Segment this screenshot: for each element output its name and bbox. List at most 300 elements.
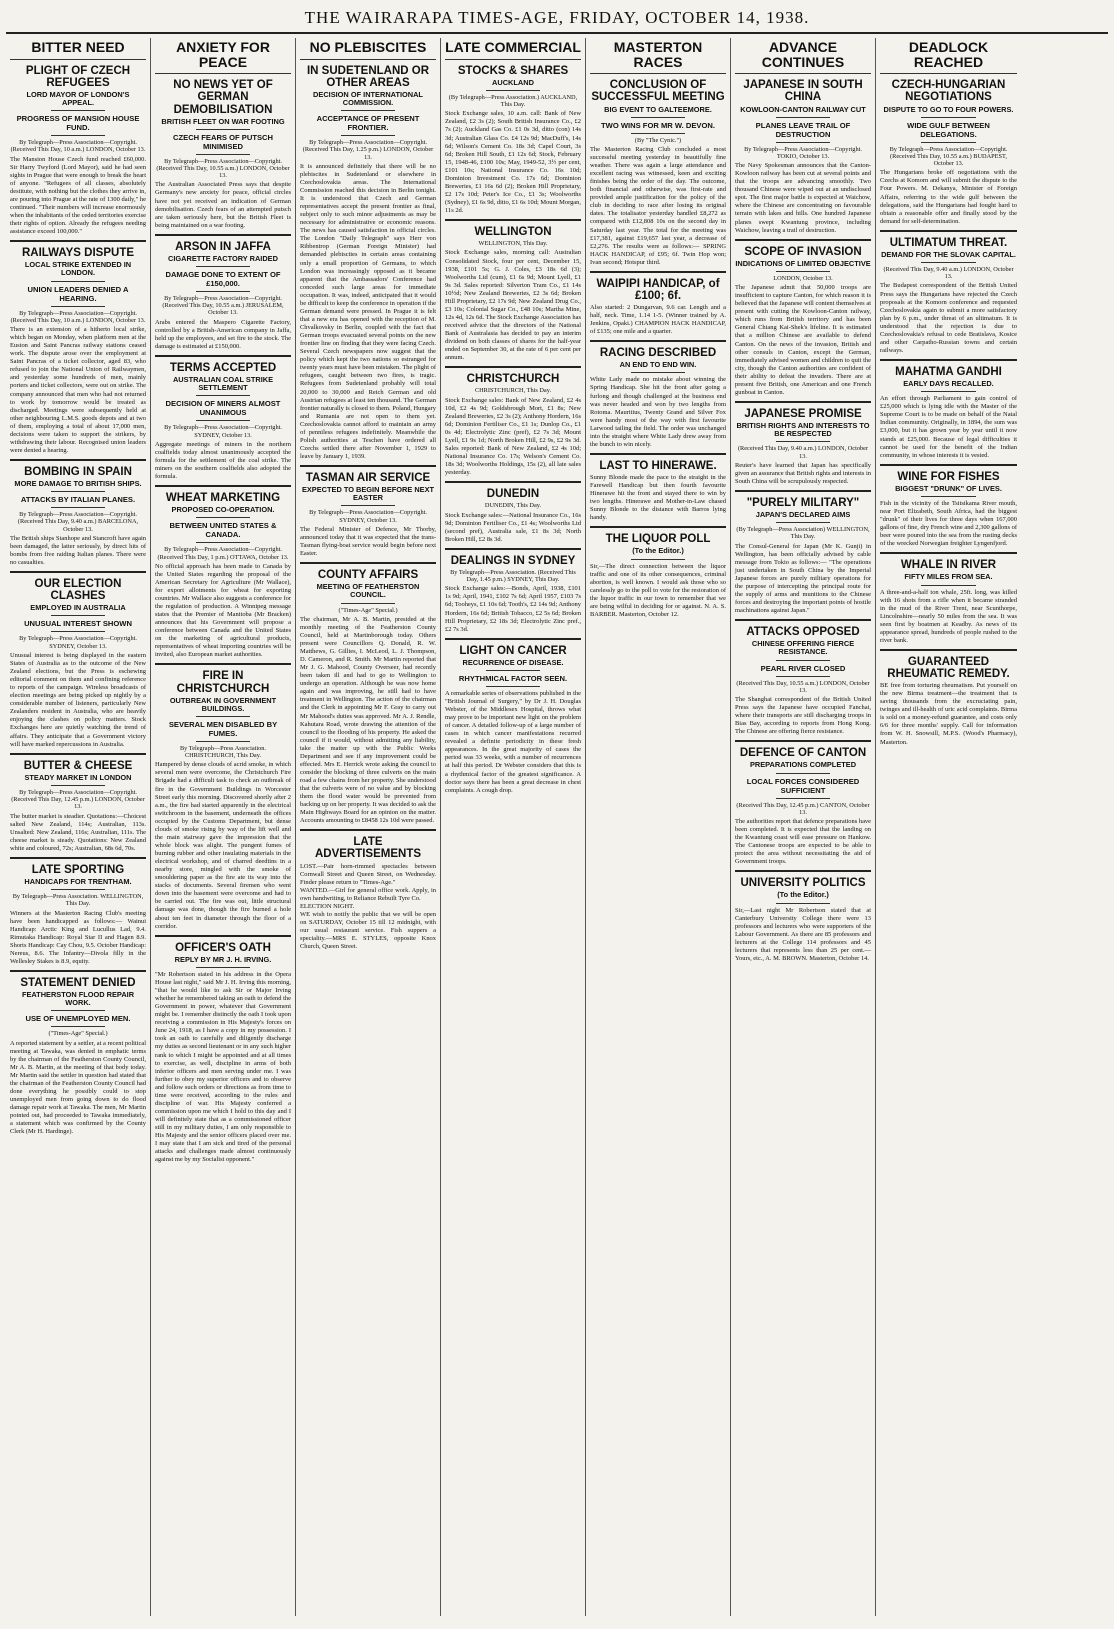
short-rule — [196, 741, 250, 742]
article — [10, 240, 146, 455]
article-headline: SCOPE OF INVASION — [744, 245, 862, 258]
article-divider — [880, 230, 1017, 232]
article — [300, 465, 436, 558]
newspaper-page — [6, 4, 1108, 1621]
article — [155, 355, 291, 481]
article-headline: LAST TO HINERAWE. — [599, 459, 717, 472]
article-divider — [155, 935, 291, 937]
article-dateline: By Telegraph—Press Association—Copyright. (Received This Day, 1.25 p.m.) LONDON, October 13. — [302, 139, 434, 161]
column-headline: NO PLEBISCITES — [300, 38, 436, 60]
article-dateline: By Telegraph—Press Association. CHRISTCHURCH, This Day. — [179, 744, 267, 760]
short-rule — [196, 395, 250, 396]
news-column — [876, 38, 1021, 1616]
article-subdeck: DECISION OF MINERS ALMOST UNANIMOUS — [165, 399, 281, 418]
article-dateline: By Telegraph—Press Association—Copyright. SYDNEY, October 13. — [309, 509, 427, 524]
article-deck: EARLY DAYS RECALLED. — [903, 379, 994, 389]
article-body: "Mr Robertson stated in his address in the Opera House last night," said Mr J. H. Irving this morning, "that he would like to ask Sir or Major Irving whether he remembered taking an oath to defend the Government in power, whatever that Government might be. I remember distinctly the oath I took upon receiving a commission in His Majesty's forces on June 24, 1918, as I have a copy in my possession. I took an oath to carefully and diligently discharge my duties as second lieutenant or in any such higher rank to which I might be appointed and at all times to exercise, as well, discipline in arms of both inferior officers and men serving under me. I was further to obey my superior officers and to observe and follow such orders or directions as from time to time were received, according to the rules and discipline of war. His Majesty conferred a commission upon me which I hold to this day and I will definitely state that as a commissioned officer still in my military duties, I am only responsible to His Majesty and the senior officers placed over me. I may state that I am sick and tired of the personal attacks and challenges made almost continuously against me by my Socialist opponent." — [155, 970, 291, 1164]
article-body: Also started: 2 Dungarvan, 9.6 car. Length and a half, neck. Time, 1.14 1-5. (Winner trained by A. Jenkins, Opaki.) CHAMPION HACK HANDICAP, of £135; one mile and a quarter. — [590, 303, 726, 336]
short-rule — [51, 281, 105, 282]
short-rule — [196, 154, 250, 155]
article-divider — [300, 465, 436, 467]
article-body: Stock Exchange sales:—Bonds, April, 1938, £101 1s 9d; April, 1941, £102 7s 6d; April 1957, £103 7s 6d; Tooheys, £1 10s 6d; Tooth's, £2 14s 9d; Anthony Hordern, 16s 6d; British Tobacco, £2 5s 6d; Broken Hill Proprietary, £2 18s 3d; Electrolytic Zinc pref., £2 7s 3d. — [445, 585, 581, 633]
article — [590, 453, 726, 522]
article-deck: PREPARATIONS COMPLETED — [749, 760, 857, 770]
article-dateline: By Telegraph—Press Association. (Received This Day, 1.45 p.m.) SYDNEY, This Day. — [450, 568, 576, 584]
article-headline: BOMBING IN SPAIN — [24, 466, 132, 478]
short-rule — [51, 1010, 105, 1011]
article-headline: RACING DESCRIBED — [599, 347, 717, 360]
article — [445, 638, 581, 795]
short-rule — [921, 585, 976, 586]
short-rule — [776, 142, 830, 143]
article-body: The authorities report that defence preparations have been completed. It is expected that the landing on the Kwantung coast will ease pressure on Hankow. The Cantonese troops are expected to be able to protect the area without necessitating the aid of Government troops. — [735, 818, 871, 866]
column-headline: BITTER NEED — [10, 38, 146, 60]
article-body: Stock Exchange sales, 10 a.m. call: Bank of New Zealand, £2 3s (2); South British Insurance Co., £2 7s (2); Auckland Gas Co. £1 0s 3d, ditto (con) 14s 3d; Australian Glass Co. £4 12s 9d; MacDuff's, 14s 6d; Wilson's Cement Co. 18s 3d; Capel Court, 3s 6d; Broken Hill South, £1 12s 6d; Stock, February 15, 1948-46, £100 10s; May, 1949-52, 3½ per cent, £101 10s; National Insurance Co. 16s 10d; Dominion Investment Co. 17s 6d; Dominion Breweries, £1 16s 6d (2); Broken Hill Proprietary, £2 17s 10d; Peter's Ice Co., £1 3s; Woolworths (Sydney), £1 6s 9d, ditto, £1 6s 10d; Mount Morgan, 11s 2d. — [445, 110, 581, 215]
article-deck: BIG EVENT TO GALTEEMORE. — [604, 104, 712, 114]
article-divider — [590, 526, 726, 528]
article-dateline: By Telegraph—Press Association—Copyright. (Received This Day, 10 a.m.) LONDON, October 13. — [10, 309, 146, 324]
article-dateline: (By Telegraph—Press Association.) AUCKLAND, This Day. — [448, 93, 578, 109]
article-headline: ATTACKS OPPOSED — [746, 626, 860, 639]
short-rule — [921, 391, 976, 392]
article-dateline: By Telegraph—Press Association—Copyright. (Received This Day, 10.55 a.m.) JERUSALEM, October 13. — [162, 294, 284, 317]
article-headline: WHALE IN RIVER — [900, 559, 997, 572]
short-rule — [776, 903, 830, 904]
article-divider — [10, 970, 146, 972]
short-rule — [51, 491, 105, 492]
article-deck: MORE DAMAGE TO BRITISH SHIPS. — [14, 479, 142, 489]
short-rule — [776, 441, 830, 442]
article-dateline: ("Times-Age" Special.) — [338, 606, 398, 614]
article-headline: RAILWAYS DISPUTE — [21, 247, 135, 260]
article-subdeck: LOCAL FORCES CONSIDERED SUFFICIENT — [746, 776, 860, 795]
article-dateline: (By "The Cynic.") — [634, 136, 682, 144]
article-deck: KOWLOON-CANTON RAILWAY CUT — [740, 104, 866, 114]
article — [10, 857, 146, 966]
article-divider — [155, 234, 291, 236]
article — [735, 401, 871, 486]
article-dateline: By Telegraph—Press Association—Copyright. (Received This Day, 12.45 p.m.) LONDON, October 13. — [11, 788, 145, 811]
article-divider — [735, 740, 871, 742]
short-rule — [196, 542, 250, 543]
short-rule — [776, 271, 830, 272]
article-divider — [590, 453, 726, 455]
article-deck: RECURRENCE OF DISEASE. — [462, 657, 564, 667]
article-body: The British ships Stanhope and Stancroft have again been damaged, the latter seriously, by direct hits of bombs from five raiding Italian planes. There were no casualties. — [10, 534, 146, 567]
article-body: The Navy Spokesman announces that the Canton-Kowloon railway has been cut at several points and that the troops are advancing smoothly. Two thousand Chinese were wiped out at an undisclosed spot. The first major battle is expected at Waichow, where the Chinese are concentrating on favourable terrain with lakes and hills. One hundred Japanese planes swept Kwantung province, including Waichow, leaving a trail of destruction. — [735, 162, 871, 234]
article-subdeck: TWO WINS FOR MR W. DEVON. — [601, 120, 715, 130]
article — [880, 464, 1017, 549]
article-headline: WELLINGTON — [474, 226, 552, 239]
masthead: THE WAIRARAPA TIMES-AGE, FRIDAY, OCTOBER 14, 1938. — [6, 4, 1108, 34]
column-headline: MASTERTON RACES — [590, 38, 726, 74]
article — [590, 526, 726, 619]
article — [155, 234, 291, 351]
article-body: The Budapest correspondent of the British United Press says the Hungarians have rejected the Czech proposals at the Komorn conference and requested Czechoslovakia again to submit a more satisfactory plan by 6 p.m., under threat of an ultimatum. It is understood that the rejection is due to Czechoslovakia's refusal to cede Bratislava, Kosice and other Carpatho-Russian towns and certain railways. — [880, 282, 1017, 354]
article-divider — [10, 857, 146, 859]
columns-container — [6, 38, 1108, 1616]
article-subdeck: PEARL RIVER CLOSED — [760, 663, 846, 673]
short-rule — [51, 110, 105, 111]
article-deck: AN END TO END WIN. — [619, 360, 697, 370]
article-deck: CHINESE OFFERING FIERCE RESISTANCE. — [751, 639, 855, 657]
article-headline: PLIGHT OF CZECH REFUGEES — [25, 64, 131, 89]
article — [445, 481, 581, 544]
article-body: Aggregate meetings of miners in the northern coalfields today almost unanimously accepted the formula for the settlement of the coal strike. The miners on the southern coalfields also adopted the formula. — [155, 440, 291, 480]
article-divider — [590, 271, 726, 273]
article-headline: MAHATMA GANDHI — [895, 366, 1002, 379]
article-dateline: LONDON, October 13. — [773, 274, 833, 282]
short-rule — [776, 660, 830, 661]
short-rule — [631, 117, 685, 118]
article-headline: CONCLUSION OF SUCCESSFUL MEETING — [591, 79, 725, 104]
article-divider — [880, 552, 1017, 554]
article-headline: LATE SPORTING — [31, 863, 125, 876]
article — [445, 366, 581, 477]
article-subdeck: SEVERAL MEN DISABLED BY FUMES. — [168, 719, 278, 738]
article — [880, 649, 1017, 747]
article-divider — [155, 663, 291, 665]
article-dateline: (Received This Day, 10.55 a.m.) LONDON, October 13. — [736, 679, 870, 694]
article-subdeck: BETWEEN UNITED STATES & CANADA. — [169, 521, 277, 540]
article-deck: BRITISH FLEET ON WAR FOOTING — [161, 116, 285, 126]
short-rule — [631, 133, 685, 134]
article-deck: BIGGEST "DRUNK" OF LIVES. — [895, 483, 1002, 493]
article-body: The Japanese admit that 50,000 troops are insufficient to capture Canton, for which reason it is believed that the Japanese will content themselves at present with cutting the Kowloon-Canton railway, which runs from British territory and has been General Chiang Kai-Shek's lifeline. It is estimated that a million Chinese are available to defend Canton. On the news of the invasion, British and other consuls in Canton, except the German, immediately advised women and children to quit the city, though the Canton authorities are confident of their ability to defeat the invaders. There are at present five British, one American and one French gunboat in Canton. — [735, 284, 871, 396]
article-headline: FIRE IN CHRISTCHURCH — [176, 670, 270, 695]
article — [735, 740, 871, 866]
article-deck: STEADY MARKET IN LONDON — [24, 772, 132, 782]
article-deck: EMPLOYED IN AUSTRALIA — [30, 603, 126, 613]
article-headline: STATEMENT DENIED — [20, 976, 136, 989]
article-headline: LATE ADVERTISEMENTS — [314, 836, 422, 861]
article-dateline: By Telegraph—Press Association—Copyright. TOKIO, October 13. — [744, 145, 862, 160]
article-deck: LOCAL STRIKE EXTENDED IN LONDON. — [24, 260, 132, 278]
article-headline: TERMS ACCEPTED — [169, 361, 277, 374]
article-body: Fish in the vicinity of the Tsitsikama River mouth, near Port Elizabeth, South Africa, had the biggest "drunk" of their lives for three days when 167,000 gallons of fine, dry French wine and 2,300 gallons of beer were poured into the sea from the rusting decks of the wrecked Norwegian freighter Lyngenfjord. — [880, 499, 1017, 548]
article-body: Winners at the Masterton Racing Club's meeting have been handicapped as follows:— Wainui Handicap: Arctic King and Lucullus Lad, 9.4. Rimutaka Handicap: Royal Star II and Hagen 8.9. Shorts Handicap: Cay Chou, 9.5. October Handicap: Nereus, 8.6. The Infantry—Divola filly in the Wellesley Stakes is 8.9, equity. — [10, 909, 146, 965]
short-rule — [776, 522, 830, 523]
article-body: The butter market is steadier. Quotations:—Choicest salted New Zealand, 114s; Australian, 113s. Unsalted: New Zealand, 116s; Australian, 111s. The cheese market is steady. Quotations: New Zealand white and coloured, 72s; Australian, 68s 6d, 70s. — [10, 812, 146, 852]
article-deck: (To the Editor.) — [632, 546, 684, 556]
article-body: The Shanghai correspondent of the British United Press says the Japanese have occupied Fanchai, where their transports are still discharging troops in Bias Bay, according to reports from Hong Kong. The Chinese are offering fierce resistance. — [735, 696, 871, 736]
article — [590, 271, 726, 336]
article-headline: ARSON IN JAFFA — [175, 240, 271, 253]
article-subdeck: DAMAGE DONE TO EXTENT OF £150,000. — [165, 269, 281, 288]
article-divider — [445, 366, 581, 368]
article-divider — [880, 359, 1017, 361]
article-headline: WAIPIPI HANDICAP, of £100; 6f. — [596, 277, 720, 302]
article — [880, 230, 1017, 355]
article-headline: WINE FOR FISHES — [897, 470, 1000, 483]
short-rule — [51, 631, 105, 632]
article-headline: BUTTER & CHEESE — [23, 759, 133, 772]
article-divider — [735, 239, 871, 241]
article-divider — [445, 219, 581, 221]
article — [155, 935, 291, 1165]
article — [735, 79, 871, 234]
short-rule — [776, 798, 830, 799]
short-rule — [196, 291, 250, 292]
article-deck: OUTBREAK IN GOVERNMENT BUILDINGS. — [169, 695, 277, 713]
article-headline: OUR ELECTION CLASHES — [34, 578, 122, 603]
article-deck: CIGARETTE FACTORY RAIDED — [168, 253, 278, 263]
article-subdeck: ACCEPTANCE OF PRESENT FRONTIER. — [316, 114, 420, 133]
article-dateline: ("Times-Age" Special.) — [48, 1030, 108, 1038]
article-dateline: By Telegraph—Press Association—Copyright. (Received This Day, 10 a.m.) LONDON, October 13. — [10, 139, 146, 154]
article — [590, 340, 726, 449]
article — [735, 239, 871, 397]
news-column — [586, 38, 731, 1616]
short-rule — [51, 615, 105, 616]
article — [590, 79, 726, 266]
article-body: The Mansion House Czech fund reached £60,000. Sir Harry Twyford (Lord Mayor), said he had seen sights in Prague that were enough to break the heart of anyone. "Refugees of all classes, absolutely destitute, with nothing but the clothes they arrive in, are pouring into Prague at the rate of 1300 daily," he continued. "Their numbers will increase enormously when the inhabitants of the ceded territories exercise their rights of option. Already the refugees needing assistance exceed 100,000." — [10, 155, 146, 236]
article — [155, 79, 291, 229]
article-dateline: WELLINGTON, This Day. — [478, 240, 548, 248]
article-body: White Lady made no mistake about winning the Spring Handicap. She hit the front after going a furlong and though challenged at the business end was never headed and won by two lengths from Rotoma. Mauritius, Twenty Grand and Silver Fox were handy most of the way with first favourite Larwood tailing the field. The order was unchanged into the straight where White Lady drew away from the bunch to win nicely. — [590, 376, 726, 448]
article-deck: JAPAN'S DECLARED AIMS — [755, 510, 851, 520]
article-divider — [590, 340, 726, 342]
news-column — [441, 38, 586, 1616]
article-subdeck: USE OF UNEMPLOYED MEN. — [25, 1014, 131, 1024]
article-body: A reported statement by a settler, at a recent political meeting at Tawaka, was denied in emphatic terms by the chairman of the Featherston County Council, Mr A. B. Martin, at the meeting of that body today. Mr Martin said the settler in question had stated that the chairman of the Featherston County Council had done everything he possibly could to stop unemployed men from going down to do flood damage repair work at Tawaka. The men, Mr Martin pointed out, had proceeded to Tawaka immediately, a statement which was confirmed by the County Clerk (Mr H. Hardinge). — [10, 1039, 146, 1136]
article-subdeck: PROGRESS OF MANSION HOUSE FUND. — [16, 114, 140, 133]
article-body: Unusual interest is being displayed in the eastern States of Australia as to the outcome of the New Zealand elections, but the Press is eschewing editorial comment on them and confining reference to reports of the campaign. Wireless broadcasts of election meetings are being picked up nightly by a considerable number of listeners, particularly New Zealanders resident in Australia, who are heavily enjoying the clashes on policy matters. Stock Exchanges here are quietly watching the trend of affairs. They anticipate that a Government victory will have marked repercussions in Australia. — [10, 651, 146, 748]
article-body: The Masterton Racing Club concluded a most successful meeting yesterday in beautifully fine weather. There was again a large attendance and excellent racing was witnessed, keen and exciting finishes being the order of the day. The outcome, both financial and otherwise, was first-rate and provided ample justification for the policy of the club in deciding to race after losing its original dates. The totalisator yesterday handled £8,272 as compared with £12,808 10s on the second day in Saturday last year. The total for the meeting was £17,381, against £19,657 last year, a decrease of £2,276. The results were as follows:— SPRING HACK HANDICAP, of £95; 6f. Twin Hop won; Ivan second; Hotspur third. — [590, 145, 726, 266]
article-headline: ULTIMATUM THREAT. — [889, 236, 1008, 249]
column-headline: ANXIETY FOR PEACE — [155, 38, 291, 74]
article — [880, 79, 1017, 225]
article-deck: FEATHERSTON FLOOD REPAIR WORK. — [21, 990, 135, 1008]
article-body: Hampered by dense clouds of acrid smoke, in which several men were overcome, the Christchurch Fire Brigade had a difficult task to check an outbreak of fire in the Government Buildings in Worcester Street early this morning. Discovered shortly after 2 a.m., the fire had started apparently in the electrical switchroom in the basement, underneath the offices occupied by the Customs Department, but dense clouds of smoke rising by way of the lift well and the main stairway gave the impression that the whole block was alight. The pungent fumes of burning rubber and other insulating materials in the electrical workshop, and of charred deedtins in a nearby store, mingled with the smoke of smouldering paper as the fire ate its way into the stacks of documents. Several firemen who went down into the basement were overcome and had to be carried out. The fire was out, little structural damage was done, though the fire burned a hole about ten feet in diameter through the floor of a corridor. — [155, 761, 291, 930]
article-headline: CZECH-HUNGARIAN NEGOTIATIONS — [891, 79, 1006, 104]
article-divider — [10, 240, 146, 242]
article-deck: HANDICAPS FOR TRENTHAM. — [24, 876, 132, 886]
short-rule — [921, 496, 976, 497]
article-headline: THE LIQUOR POLL — [605, 533, 711, 546]
article-subdeck: PLANES LEAVE TRAIL OF DESTRUCTION — [755, 120, 851, 139]
short-rule — [631, 372, 685, 373]
article-body: There is an extension of a hitherto local strike, which began on Monday, when platform men at the Euston and Saint Pancras railway stations ceased work. The dispute arose over the employment at Saint Pancras of a ticket collector, aged 83, who refused to join the National Union of Railwaymen, and yesterday some hundreds of men, mainly porters and ticket collectors, were out on strike. The company announced that men who had not returned to work by tomorrow would be treated as discharged. Meetings were subsequently held at other neighbouring L.M.S. goods depots and at two of them, employing a total of about 17,000 men, decisions were taken to support the strikers, by withdrawing their labour. Recognised union leaders were denied a hearing. — [10, 326, 146, 454]
article — [445, 548, 581, 634]
article — [300, 829, 436, 951]
article-headline: JAPANESE IN SOUTH CHINA — [743, 79, 863, 104]
short-rule — [196, 716, 250, 717]
article-body: Sir,—Last night Mr Robertson stated that at Canterbury University College there were 13 professors and lecturers who were supporters of the Labour Government. As there are 85 professors and lecturers at the College 114 professors and 45 lecturers that represents less than 25 per cent.—Yours, etc., A. M. BROWN. Masterton, October 14. — [735, 906, 871, 962]
article-headline: GUARANTEED RHEUMATIC REMEDY. — [887, 655, 1010, 680]
article-headline: UNIVERSITY POLITICS — [740, 877, 866, 890]
article-body: Stock Exchange sales:—National Insurance Co., 16s 9d; Dominion Fertiliser Co., £1 4s; Woolworths Ltd (second pref), Australia sale, £1 8s 3d; North Broken Hill, £2 8s 3d. — [445, 511, 581, 543]
article — [300, 562, 436, 825]
article-divider — [155, 355, 291, 357]
article-dateline: By Telegraph—Press Association—Copyright. (Received This Day, 10.55 a.m.) BUDAPEST, October 13. — [889, 145, 1008, 168]
column-headline: ADVANCE CONTINUES — [735, 38, 871, 74]
short-rule — [341, 110, 395, 111]
short-rule — [341, 135, 395, 136]
article-divider — [300, 829, 436, 831]
short-rule — [196, 967, 250, 968]
article-body: BE free from torturing rheumatism. Put yourself on the new Birma treatment—the treatment that is saving thousands from the excruciating pain, twinges and ill-health of uric acid complaints. Birma is sold on a money-refund guarantee, and costs only 6/6 for three months' supply. Call for information from W. H. Snowsill, M.P.S. (Wood's Pharmacy), Masterton. — [880, 682, 1017, 746]
article-body: The Australian Associated Press says that despite Germany's new anxiety for peace, official circles have not yet received an indication of German demobilisation. Czech fears of an attempted putsch are taken seriously here, but the British Fleet is being maintained on a war footing. — [155, 181, 291, 229]
article-body: A three-and-a-half ton whale, 25ft. long, was killed with 16 shots from a rifle when it became stranded in the mud of the River Trent, near Scunthorpe, Lincolnshire—nearly 50 miles from the sea. It was seen first by boatmen at Keadby. As news of its appearance spread, hundreds of people rushed to the river bank. — [880, 588, 1017, 644]
article-headline: "PURELY MILITARY" — [746, 496, 860, 509]
article-headline: DEALINGS IN SYDNEY — [450, 554, 576, 567]
article-deck: MEETING OF FEATHERSTON COUNCIL. — [316, 582, 420, 600]
article — [735, 619, 871, 736]
article-body: The Hungarians broke off negotiations with the Czechs at Komorn and will submit the dispute to the Four Powers. M. Dekanya, Minister of Foreign Affairs, referring to the wide gulf between the delegations, said the Hungarians had fought hard to obtain a reasonable offer and finally stood by the demand for self-determination. — [880, 169, 1017, 225]
short-rule — [486, 90, 540, 91]
article-subdeck: RHYTHMICAL FACTOR SEEN. — [458, 673, 568, 683]
article-dateline: By Telegraph—Press Association—Copyright. SYDNEY, October 13. — [19, 635, 137, 650]
news-column — [151, 38, 296, 1616]
article-deck: DISPUTE TO GO TO FOUR POWERS. — [883, 104, 1014, 114]
short-rule — [921, 262, 976, 263]
short-rule — [196, 420, 250, 421]
article-divider — [445, 548, 581, 550]
article-divider — [10, 459, 146, 461]
news-column — [6, 38, 151, 1616]
article-dateline: CHRISTCHURCH, This Day. — [474, 387, 552, 395]
article-headline: NO NEWS YET OF GERMAN DEMOBILISATION — [173, 79, 273, 116]
article-headline: WHEAT MARKETING — [165, 492, 281, 505]
article-body: Arabs entered the Maspero Cigarette Factory, controlled by a British-American company in Jaffa, held up the employees, and set fire to the stock. The damage is estimated at £150,000. — [155, 318, 291, 350]
article-headline: CHRISTCHURCH — [466, 373, 560, 386]
article — [10, 65, 146, 237]
short-rule — [51, 507, 105, 508]
article-divider — [10, 753, 146, 755]
article-divider — [300, 562, 436, 564]
article-deck: AUSTRALIAN COAL STRIKE SETTLEMENT — [172, 375, 274, 393]
article-subdeck: WIDE GULF BETWEEN DELEGATIONS. — [907, 120, 990, 139]
short-rule — [51, 785, 105, 786]
article-divider — [445, 638, 581, 640]
article-headline: OFFICER'S OATH — [175, 941, 271, 954]
short-rule — [196, 266, 250, 267]
article — [445, 219, 581, 362]
article — [300, 65, 436, 461]
article-headline: IN SUDETENLAND OR OTHER AREAS — [306, 64, 430, 89]
article-body: It is announced definitely that there will be no plebiscites in Sudetenland or elsewhere in Czechoslovakia areas. The International Commission reached this decision in Berlin tonight. It is understood that Czech and German representatives accept the present frontier as final, subject only to such minor adjustments as may be necessary for administrative or economic reasons. The news has caused satisfaction in official circles. The London "Daily Telegraph" says Herr von Ribbentrop (German Foreign Minister) had demanded plebiscites in certain areas containing only a small proportion of Germans, to which London was increasingly opposed as it became apparent that the Ambassadors' Conference had conceded such large areas for immediate occupation. It was, indeed, anticipated that it would be difficult to keep the conference in operation if the German demand were pressed. In Prague it is felt that a new era has opened with the reception of M. Chvalkovsky in Berlin, coupled with the fact that German troops evacuated several points on the new frontier line on finding that they were facing Czech. Several Czech newspapers now suggest that the policy which kept the two nations so estranged for twenty years must have been mistaken. The plight of refugees, caught between two fires, is tragic. Refugees from Sudetenland probably will total 20,000 to 30,000 and Reich German and old Austrian refugees at least ten thousand. The German frontier naturally is closed to them. Poland, Hungary and Rumania are not open to them yet. Czechoslovakia cannot afford to maintain an army of penniless refugees indefinitely. Meanwhile the Polish authorities at Teschen have ordered all Czechs settled there after November 1, 1929 to leave by January 1, 1939. — [300, 162, 436, 461]
article — [735, 870, 871, 963]
article-body: The chairman, Mr A. B. Martin, presided at the monthly meeting of the Featherston County Council, held at Martinborough today. Others present were Councillors Q. Donald, R. W. Matthews, G. Gillies, I. McLeod, L. J. Thompson, D. Cameron, and R. Smith. Mr Martin reported that Mr J. G. Mahood, County Overseer, had recently been taken ill and had to go to Wellington to undergo an operation. Although he was now home again and was improving, he still had to have treatment in Wellington. The action of the chairman and the Clerk in appointing Mr F. Gray to carry out Mr Mahood's duties was approved. Mr A. J. Rendle, Kahutara Road, wrote drawing the attention of the council to the flooding of his property. He asked the council if it would, without admitting any liability, take the matter up with the Public Works Department and see if any improvement could be effected. Mrs E. Herrick wrote asking the council to consider the blocking of three culverts on the main road a few chains from her property. She understood that the culverts were of no value and by blocking them the flood water would be prevented from backing up on her property. It was decided to ask the Main Highways Board for an opinion on the matter. Accounts amounting to £8458 12s 10d were passed. — [300, 615, 436, 825]
article-divider — [735, 490, 871, 492]
article-subdeck: UNUSUAL INTEREST SHOWN — [24, 619, 132, 629]
article-deck: DEMAND FOR THE SLOVAK CAPITAL. — [881, 249, 1016, 259]
short-rule — [921, 142, 976, 143]
short-rule — [776, 773, 830, 774]
short-rule — [51, 306, 105, 307]
article-body: A remarkable series of observations published in the "British Journal of Surgery," by Dr J. H. Douglas Webster, of the Middlesex Hospital, throws what may prove to be important new light on the problem of cancer. A detailed follow-up of a large number of cases in which cancer manifestations recurred revealed a definite periodicity in these fresh appearances. In the great majority of cases the period was 33 weeks, with a number of recurrences at half this period. Dr Webster considers that this is a rhythmical factor of the greatest significance. A doctor says there has been a great decrease in chest complaints. A cough drop. — [445, 689, 581, 794]
article-body: The Federal Minister of Defence, Mr Thorby, announced today that it was expected that the trans-Tasman flying-boat service would begin before next Easter. — [300, 525, 436, 558]
short-rule — [921, 117, 976, 118]
short-rule — [51, 889, 105, 890]
article-headline: JAPANESE PROMISE — [744, 407, 862, 420]
article-headline: DUNEDIN — [486, 488, 540, 501]
article-dateline: By Telegraph—Press Association—Copyright. (Received This Day, 10.55 a.m.) LONDON, October 13. — [156, 157, 290, 180]
article-dateline: (Received This Day, 12.45 p.m.) CANTON, October 13. — [736, 801, 870, 816]
news-column — [731, 38, 876, 1616]
article-deck: FIFTY MILES FROM SEA. — [904, 572, 993, 582]
article-divider — [445, 481, 581, 483]
article-subdeck: CZECH FEARS OF PUTSCH MINIMISED — [173, 132, 273, 151]
article-deck: PROPOSED CO-OPERATION. — [171, 505, 275, 515]
article-body: LOST.—Pair horn-rimmed spectacles between Cornwall Street and Queen Street, on Wednesday. Finder please return to "Times-Age." WANTED.—Girl for general office work. Apply, in own handwriting, to Reliance Rebuilt Tyre Co. ELECTION NIGHT. WE wish to notify the public that we will be open on SATURDAY, October 15 till 12 midnight, with our usual restaurant service. Fish suppers a speciality.—MRS E. STYLES, opposite Knox Church, Queen Street. — [300, 862, 436, 951]
article-body: The Consul-General for Japan (Mr K. Gunji) in Wellington, has been officially advised by cable message from Tokio as follows:— "The operations just undertaken in South China by the Imperial Japanese forces are purely military operations for the purpose of intercepting the principal route for the supply of arms and munitions to the Chinese forces and destroying the important points of hostile machinations against Japan." — [735, 542, 871, 615]
article — [880, 359, 1017, 460]
article-headline: TASMAN AIR SERVICE — [305, 472, 431, 485]
article-dateline: By Telegraph—Press Association—Copyright. (Received This Day, 9.40 a.m.) BARCELONA, October 13. — [17, 511, 139, 533]
article-divider — [10, 571, 146, 573]
news-column — [296, 38, 441, 1616]
column-headline: LATE COMMERCIAL — [445, 38, 581, 60]
article-divider — [155, 485, 291, 487]
article — [10, 459, 146, 567]
article-body: An effort through Parliament to gain control of £25,000 which is lying idle with the Master of the Supreme Court is to be made on behalf of the Natal Indian community. Originally, in 1894, the sum was £3,000, but it has grown year by year until it now stands at £25,000. Because of legal difficulties it cannot be used for the benefit of the Indian community, in whose interests it is vested. — [880, 395, 1017, 459]
article-divider — [880, 464, 1017, 466]
short-rule — [486, 670, 540, 671]
article-dateline: By Telegraph—Press Association. WELLINGTON, This Day. — [12, 893, 144, 908]
article — [445, 65, 581, 215]
article-deck: REPLY BY MR J. H. IRVING. — [174, 954, 272, 964]
article-divider — [735, 619, 871, 621]
article — [155, 663, 291, 930]
article-deck: EXPECTED TO BEGIN BEFORE NEXT EASTER — [301, 485, 435, 503]
short-rule — [51, 1026, 105, 1027]
article-dateline: (Received This Day, 9.40 a.m.) LONDON, October 13. — [737, 445, 869, 460]
article — [10, 753, 146, 853]
article-deck: AUCKLAND — [492, 77, 534, 87]
article — [10, 970, 146, 1136]
article-divider — [880, 649, 1017, 651]
column-headline: DEADLOCK REACHED — [880, 38, 1017, 74]
article — [735, 490, 871, 615]
article-body: Reuter's have learned that Japan has specifically given an assurance that British rights and interests in South China will be scrupulously respected. — [735, 461, 871, 485]
article-dateline: DUNEDIN, This Day. — [484, 502, 542, 510]
article-deck: (To the Editor.) — [777, 890, 829, 900]
article-headline: DEFENCE OF CANTON — [739, 747, 867, 760]
short-rule — [776, 676, 830, 677]
short-rule — [196, 129, 250, 130]
article-deck: LORD MAYOR OF LONDON'S APPEAL. — [26, 89, 130, 107]
article — [880, 552, 1017, 645]
article — [155, 485, 291, 659]
article — [10, 571, 146, 748]
article-body: Sunny Blonde made the pace to the straight in the Farewell Handicap but then fourth favourite Hinerawe hit the front and stayed there to win by two lengths. Hinerawe and Mother-in-Law chased Sunny Blonde to the distance with Barros lying handy. — [590, 474, 726, 522]
short-rule — [341, 603, 395, 604]
article-headline: LIGHT ON CANCER — [459, 644, 567, 657]
short-rule — [631, 559, 685, 560]
short-rule — [196, 517, 250, 518]
article-body: Stock Exchange sales: Bank of New Zealand, £2 4s 10d, £2 4s 9d; Goldsbrough Mort, £1 8s; New Zealand Breweries, £2 3s (2); Anthony Hordern, 16s 6d; Dominion Fertiliser Co., £1 1s; Dunlop Co., £1 0s 4d; Electrolytic Zinc (pref), £2 7s 3d; Mount Lyell, £1 9s 1d; North Broken Hill, £2 9s, £2 9s 3d. Sales reported: Bank of New Zealand, £2 4s 10d; National Insurance Co. 17s; Welson's Cement Co. 18s 3d; Woolworths Holdings, 15s (2), all late sales yesterday. — [445, 396, 581, 477]
article-deck: BRITISH RIGHTS AND INTERESTS TO BE RESPECTED — [736, 421, 870, 439]
article-subdeck: UNION LEADERS DENIED A HEARING. — [27, 284, 129, 303]
short-rule — [776, 117, 830, 118]
article-divider — [735, 870, 871, 872]
article-deck: DECISION OF INTERNATIONAL COMMISSION. — [313, 89, 423, 107]
article-headline: COUNTY AFFAIRS — [317, 569, 419, 582]
article-body: Sir,—The direct connection between the liquor traffic and one of its other consequences, criminal abortion, is well known. I would ask those who so carelessly go to the poll to vote for the restoration of the liquor traffic in our town to remember that we are being wilful in deciding for or against. N. A. S. BARBER. Masterton, October 12. — [590, 562, 726, 618]
article-deck: INDICATIONS OF LIMITED OBJECTIVE — [735, 258, 871, 268]
article-headline: STOCKS & SHARES — [457, 64, 569, 77]
short-rule — [51, 135, 105, 136]
article-dateline: By Telegraph—Press Association—Copyright. SYDNEY, October 13. — [164, 424, 282, 439]
article-dateline: (By Telegraph—Press Association) WELLINGTON, This Day. — [736, 526, 870, 541]
article-dateline: By Telegraph—Press Association—Copyright. (Received This Day, 1 p.m.) OTTAWA, October 13. — [157, 546, 289, 561]
article-subdeck: ATTACKS BY ITALIAN PLANES. — [20, 495, 136, 505]
article-body: Stock Exchange sales, morning call: Australian Consolidated Stock, four per cent, December 15, 1938, £101 5s; G. J. Coles, £3 18s 6d (3); Woolworths Ltd (cum), £1 6s 9d; Mount Lyell, £1 9s 3d. Sales reported: Silverton Tram Co., £1 14s 10½d; New Zealand Breweries, £2 3s 6d; Broken Hill Proprietary, £2 17s 9d; New Zealand Drug Co., £3 10s; Colonial Sugar Co., £48 10s; Martha Mine, 12s 4d, 12s 6d. The Stock Exchange Association has received advice that the directors of the National Bank of Australasia has decided to pay an interim dividend on both classes of shares for the half-year ended on September 30, at the rate of 6 per cent per annum. — [445, 249, 581, 362]
article-dateline: (Received This Day, 9.40 a.m.) LONDON, October 13. — [883, 265, 1014, 281]
article-body: No official approach has been made to Canada by the United States regarding the proposal of the American Secretary for Agriculture (Mr Wallace), for export allotments for wheat for exporting countries. Mr Wallace also suggests a conference for the regulation of production. A Winnipeg message states that the Premier of Manitoba (Mr Bracken) announces that his Government will propose a conference between Canada and the United States on the marketing of agricultural products, representatives of wheat importing countries will be invited, also European market authorities. — [155, 562, 291, 659]
